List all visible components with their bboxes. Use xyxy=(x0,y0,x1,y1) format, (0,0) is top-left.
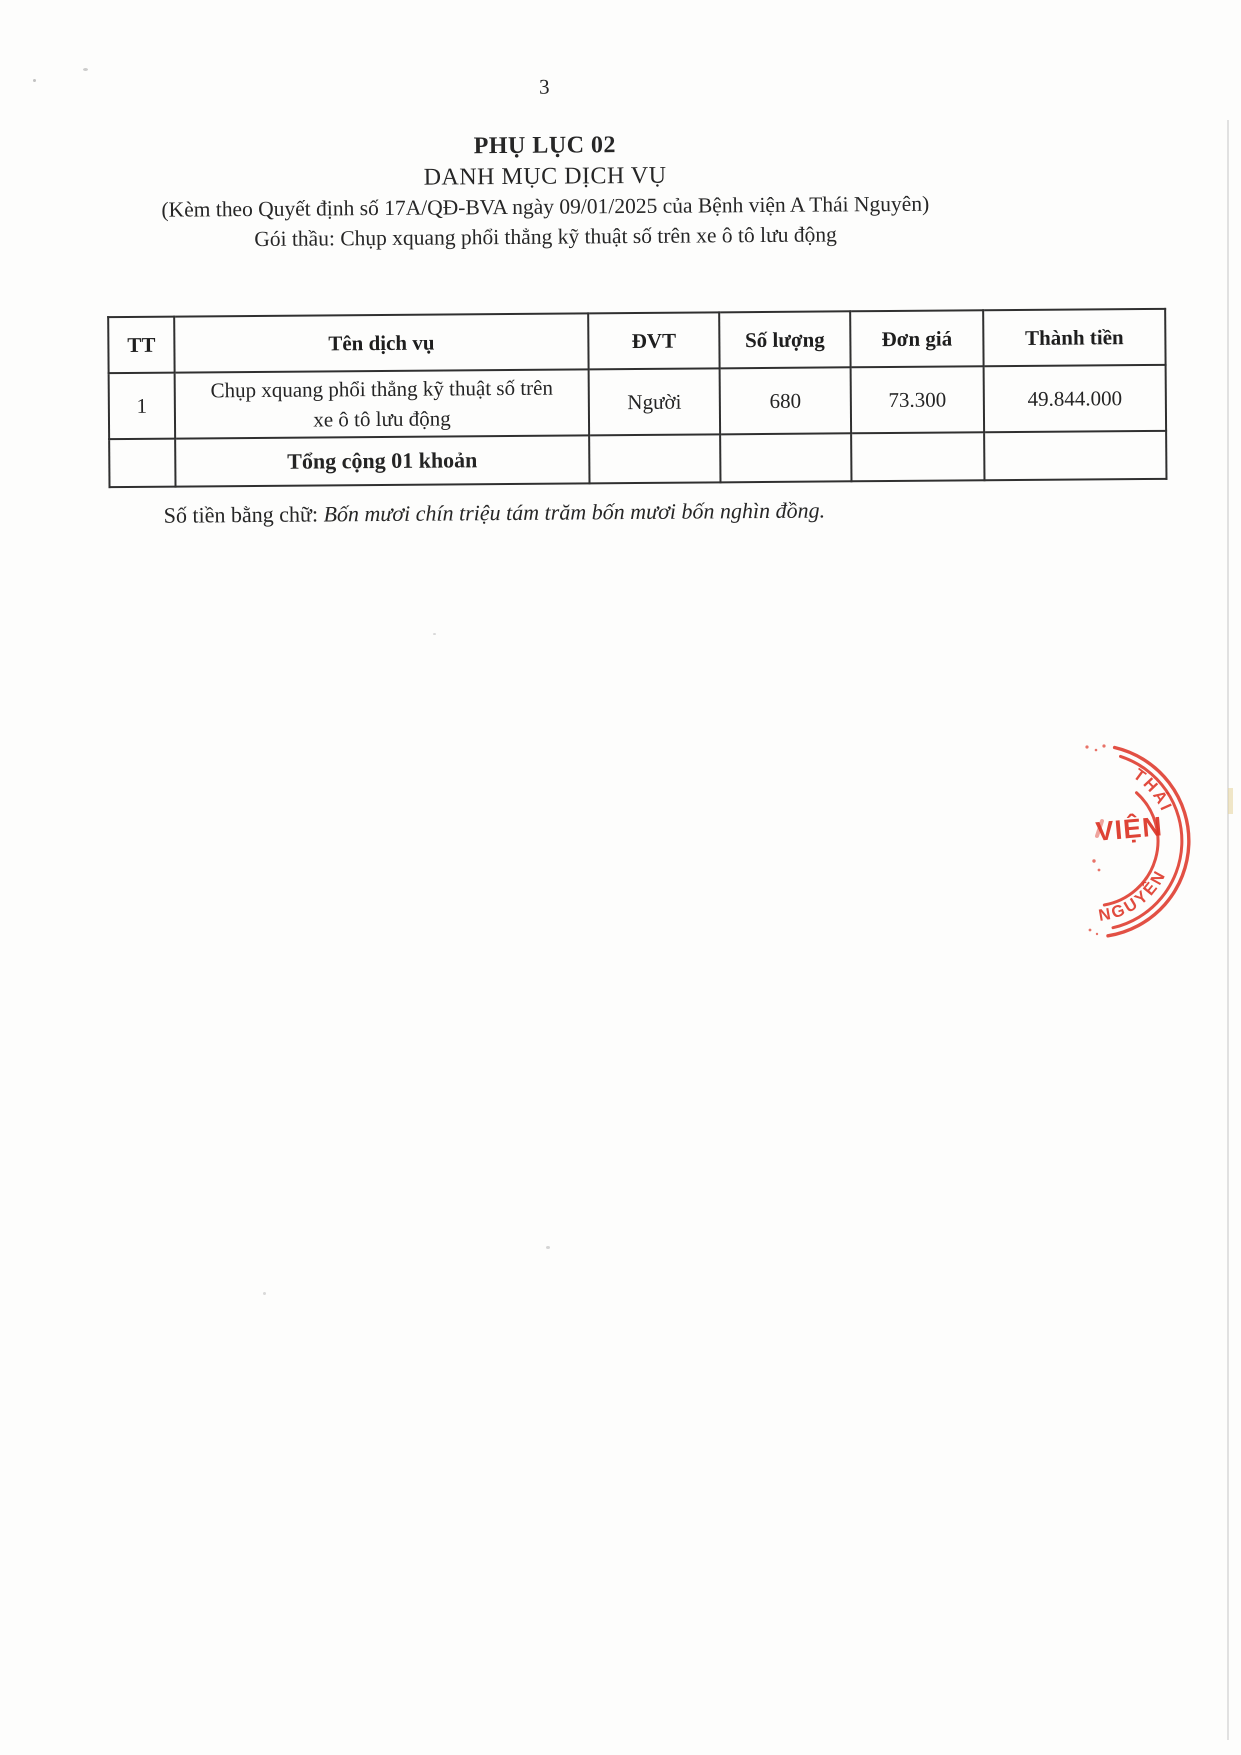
amount-in-words-value: Bốn mươi chín triệu tám trăm bốn mươi bốn nghìn đồng. xyxy=(323,497,826,527)
summary-empty-tt xyxy=(109,439,175,488)
service-table xyxy=(107,308,1167,488)
stamp-arc-text-bottom: NGUYÊN xyxy=(1097,866,1170,925)
stamp-ink-speck xyxy=(1095,749,1098,752)
scan-speck xyxy=(433,633,436,635)
summary-empty-quantity xyxy=(720,433,851,482)
table-header-row xyxy=(108,309,1165,373)
cell-total: 49.844.000 xyxy=(984,365,1167,432)
summary-empty-total xyxy=(984,431,1166,480)
col-header-unit-price: Đơn giá xyxy=(850,310,983,367)
summary-label: Tổng cộng 01 khoản xyxy=(175,435,589,486)
stamp-center-text: VIỆN xyxy=(1094,811,1164,847)
col-header-total: Thành tiền xyxy=(983,309,1165,366)
cell-unit: Người xyxy=(589,368,721,435)
appendix-title: PHỤ LỤC 02 xyxy=(473,132,617,160)
cell-service-name xyxy=(175,369,590,438)
table-row xyxy=(109,365,1166,439)
stamp-arc-text-top: THÁI xyxy=(1129,765,1176,816)
reference-line: (Kèm theo Quyết định số 17A/QĐ-BVA ngày 09/01/2025 của Bệnh viện A Thái Nguyên) xyxy=(161,191,930,222)
stamp-ink-speck xyxy=(1096,933,1098,935)
page-number: 3 xyxy=(539,74,550,99)
cell-tt: 1 xyxy=(109,373,176,440)
scan-speck xyxy=(546,1246,550,1249)
hospital-stamp xyxy=(985,733,1205,945)
service-list-title: DANH MỤC DỊCH VỤ xyxy=(423,162,667,191)
summary-empty-unit xyxy=(589,434,720,483)
stamp-ink-speck xyxy=(1085,745,1088,748)
scan-edge-mark xyxy=(1228,788,1233,814)
col-header-unit: ĐVT xyxy=(588,312,719,369)
cell-quantity: 680 xyxy=(720,367,852,434)
col-header-quantity: Số lượng xyxy=(719,311,850,368)
stamp-ink-speck xyxy=(1098,869,1101,872)
scan-page-edge xyxy=(1227,120,1229,1740)
scan-speck xyxy=(33,79,36,82)
amount-in-words-label: Số tiền bằng chữ: xyxy=(163,501,324,528)
package-line: Gói thầu: Chụp xquang phổi thẳng kỹ thuật số trên xe ô tô lưu động xyxy=(254,222,837,251)
stamp-ink-speck xyxy=(1089,929,1092,932)
stamp-ink-speck xyxy=(1102,744,1105,747)
col-header-tt: TT xyxy=(108,317,174,374)
scan-speck xyxy=(263,1292,266,1295)
service-name-text: Chụp xquang phổi thẳng kỹ thuật số trên xe ô tô lưu động xyxy=(210,375,554,432)
cell-unit-price: 73.300 xyxy=(851,366,985,433)
stamp-ink-speck xyxy=(1092,859,1095,862)
col-header-service: Tên dịch vụ xyxy=(174,313,588,372)
summary-empty-unit-price xyxy=(851,432,984,481)
summary-row xyxy=(109,431,1166,487)
scan-speck xyxy=(83,68,88,71)
amount-in-words-line xyxy=(164,498,826,529)
